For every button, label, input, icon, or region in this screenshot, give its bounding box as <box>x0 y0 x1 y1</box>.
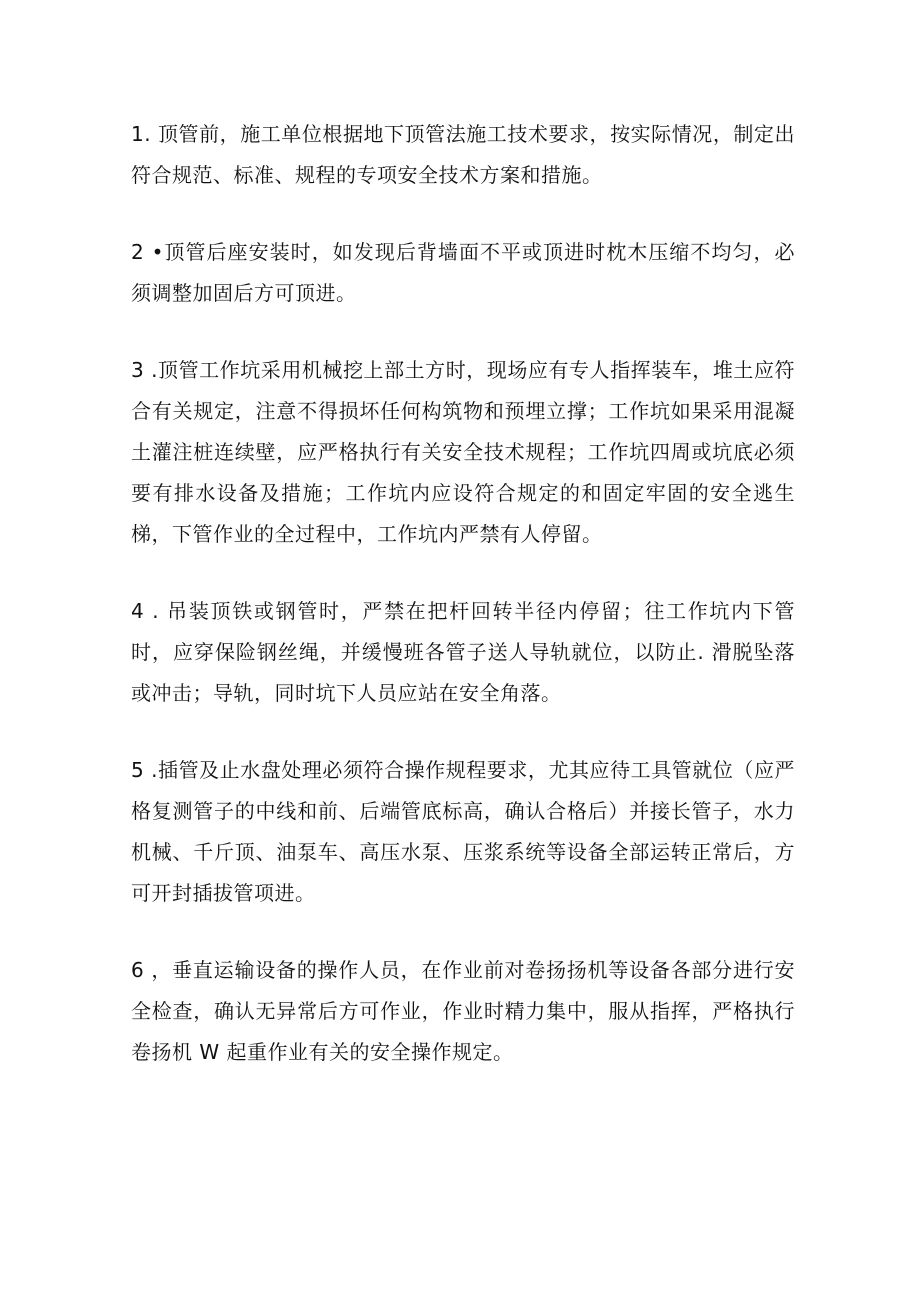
paragraph-6: 6 ，垂直运输设备的操作人员，在作业前对卷扬扬机等设备各部分进行安全检查，确认无异常后方可作业，作业时精力集中，服从指挥，严格执行卷扬机 W 起重作业有关的安全操作规定。 <box>131 958 795 1064</box>
paragraph-2: 2 •顶管后座安装时，如发现后背墙面不平或顶进时枕木压缩不均匀，必须调整加固后方可顶进。 <box>131 240 795 305</box>
paragraph-1: 1. 顶管前，施工单位根据地下顶管法施工技术要求，按实际情况，制定出符合规范、标准、规程的专项安全技术方案和措施。 <box>131 122 795 187</box>
paragraph-4: 4 . 吊装顶铁或钢管时，严禁在把杆回转半径内停留；往工作坑内下管时，应穿保险钢丝绳，并缓慢班各管子送人导轨就位，以防止. 滑脱坠落或冲击；导轨，同时坑下人员应站在安全角落。 <box>131 599 795 705</box>
paragraph-3: 3 .顶管工作坑采用机械挖上部土方时，现场应有专人指挥装车，堆土应符合有关规定，注意不得损坏任何构筑物和预埋立撑；工作坑如果采用混凝土灌注桩连续壁，应严格执行有关安全技术规程；工作坑四周或坑底必须要有排水设备及措施；工作坑内应设符合规定的和固定牢固的安全逃生梯，下管作业的全过程中，工作坑内严禁有人停留。 <box>131 358 795 546</box>
paragraph-5: 5 .插管及止水盘处理必须符合操作规程要求，尤其应待工具管就位（应严格复测管子的中线和前、后端管底标高，确认合格后）并接长管子，水力机械、千斤顶、油泵车、高压水泵、压浆系统等设备全部运转正常后，方可开封插拔管项进。 <box>131 758 795 905</box>
document-body <box>131 114 795 1109</box>
